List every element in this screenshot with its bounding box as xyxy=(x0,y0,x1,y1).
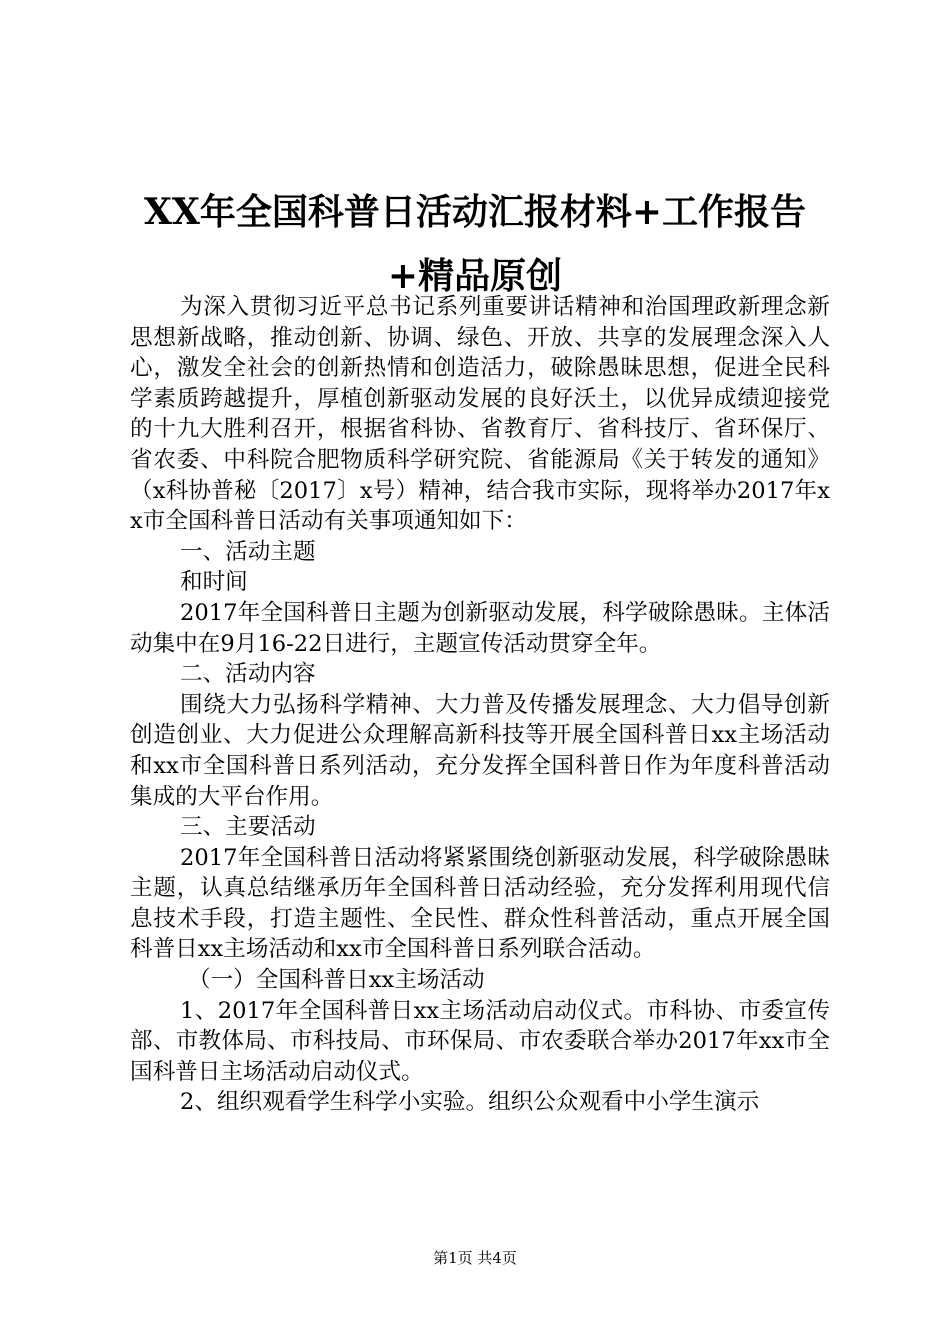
theme-paragraph: 2017年全国科普日主题为创新驱动发展，科学破除愚昧。主体活动集中在9月16-22日进行，主题宣传活动贯穿全年。 xyxy=(130,599,830,657)
list-item-experiments: 2、组织观看学生科学小实验。组织公众观看中小学生演示 xyxy=(180,1089,760,1116)
activities-paragraph: 2017年全国科普日活动将紧紧围绕创新驱动发展，科学破除愚昧主题，认真总结继承历年全国科普日活动经验，充分发挥利用现代信息技术手段，打造主题性、全民性、群众性科普活动，重点开展全国科普日xx主场活动和xx市全国科普日系列联合活动。 xyxy=(130,844,830,963)
subsection-heading-main-event: （一）全国科普日xx主场活动 xyxy=(188,967,485,994)
section-heading-activities: 三、主要活动 xyxy=(180,814,316,841)
document-body xyxy=(130,292,830,1118)
section-heading-theme: 一、活动主题 xyxy=(180,538,316,565)
intro-paragraph: 为深入贯彻习近平总书记系列重要讲话精神和治国理政新理念新思想新战略，推动创新、协调、绿色、开放、共享的发展理念深入人心，激发全社会的创新热情和创造活力，破除愚昧思想，促进全民科学素质跨越提升，厚植创新驱动发展的良好沃土，以优异成绩迎接党的十九大胜利召开，根据省科协、省教育厅、省科技厅、省环保厅、省农委、中科院合肥物质科学研究院、省能源局《关于转发的通知》（x科协普秘〔2017〕x号）精神，结合我市实际，现将举办2017年xx市全国科普日活动有关事项通知如下： xyxy=(130,294,830,535)
content-paragraph: 围绕大力弘扬科学精神、大力普及传播发展理念、大力倡导创新创造创业、大力促进公众理解高新科技等开展全国科普日xx主场活动和xx市全国科普日系列活动，充分发挥全国科普日作为年度科普活动集成的大平台作用。 xyxy=(130,691,830,810)
section-heading-content: 二、活动内容 xyxy=(180,661,316,688)
document-title: XX年全国科普日活动汇报材料+工作报告+精品原创 xyxy=(143,191,807,297)
list-item-launch-ceremony: 1、2017年全国科普日xx主场活动启动仪式。市科协、市委宣传部、市教体局、市科技局、市环保局、市农委联合举办2017年xx市全国科普日主场活动启动仪式。 xyxy=(130,997,830,1085)
section-heading-time: 和时间 xyxy=(180,569,248,596)
page-number-footer: 第1页 共4页 xyxy=(433,1249,517,1267)
